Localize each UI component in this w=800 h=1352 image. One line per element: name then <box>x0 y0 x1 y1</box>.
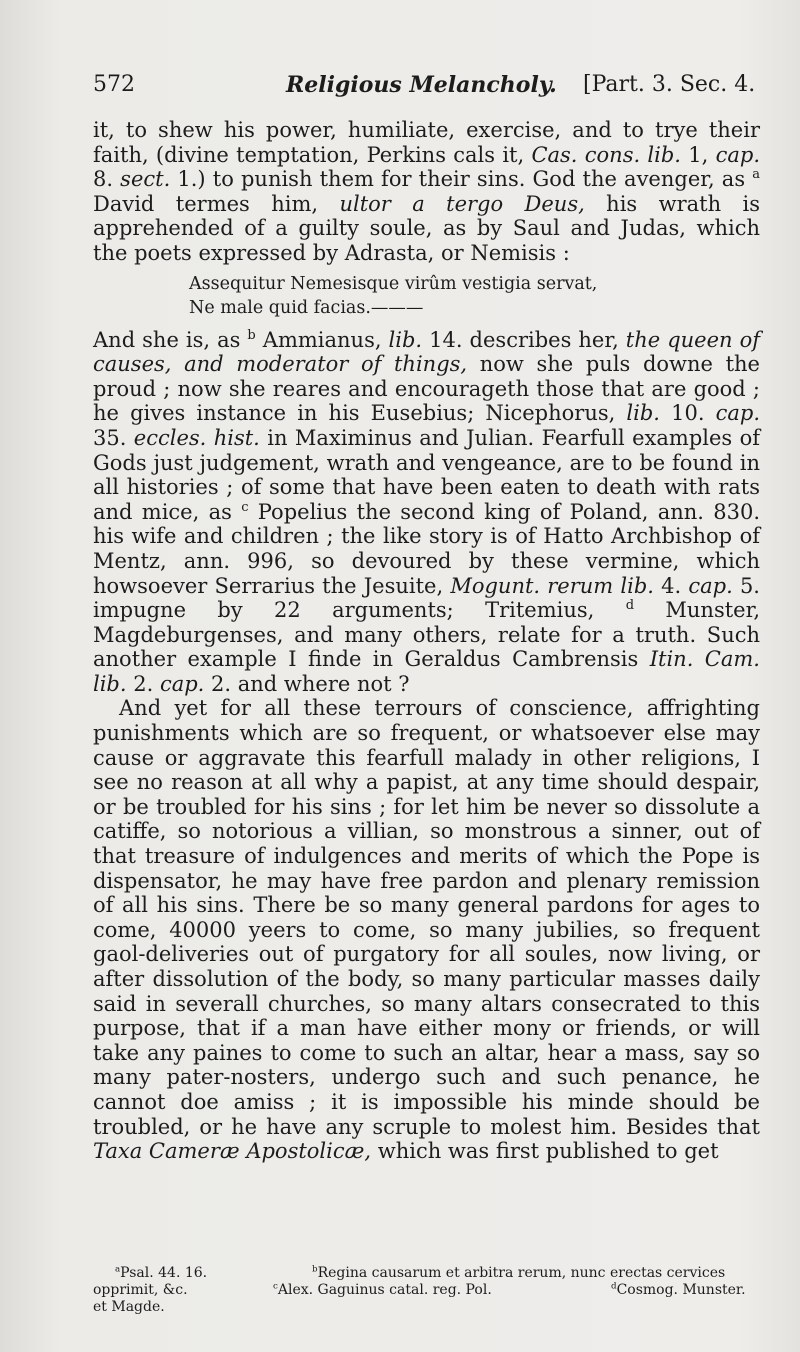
verse-line-1: Assequitur Nemesisque virûm vestigia servat, <box>189 273 598 294</box>
paragraph-1: it, to shew his power, humiliate, exercise, and to trye their faith, (divine temptation, Perkins cals it, Cas. cons. lib. 1, cap. 8. sect. 1.) to punish them for their sins. God the avenger, as $^a$ David termes him, ultor a tergo Deus, his wrath is apprehended of a guilty soule, as by Saul and Judas, which the poets expressed by Adrasta, or Nemisis : <box>93 118 760 265</box>
verse-quotation <box>189 272 760 320</box>
footnote-b: $^b$Regina causarum et arbitra rerum, nunc erectas cervices <box>312 1264 726 1281</box>
footnote-d: $^d$Cosmog. Munster. <box>611 1281 746 1298</box>
footnote-row-3 <box>93 1299 760 1316</box>
main-text <box>93 118 760 1164</box>
footnote-row-2 <box>93 1282 760 1299</box>
paragraph-3: And yet for all these terrours of conscience, affrighting punishments which are so frequent, or whatsoever else may cause or aggravate this fearfull malady in other religions, I see no reason at all why a papist, at any time should despair, or be troubled for his sins ; for let him be never so dissolute a catiffe, so notorious a villian, so monstrous a sinner, out of that treasure of indulgences and merits of which the Pope is dispensator, he may have free pardon and plenary remission of all his sins. There be so many general pardons for ages to come, 40000 yeers to come, so many jubilies, so frequent gaol-deliveries out of purgatory for all soules, now living, or after dissolution of the body, so many particular masses daily said in severall churches, so many altars consecrated to this purpose, that if a man have either mony or friends, or will take any paines to come to such an altar, hear a mass, say so many pater-nosters, undergo such and such penance, he cannot doe amiss ; it is impossible his minde should be troubled, or he have any scruple to molest him. Besides that Taxa Cameræ Apostolicæ, which was first published to get <box>93 696 760 1164</box>
footnote-c: $^c$Alex. Gaguinus catal. reg. Pol. <box>273 1281 492 1298</box>
footnotes <box>93 1265 760 1316</box>
page-number: 572 <box>93 72 135 97</box>
running-title: Religious Melancholy. <box>286 72 557 98</box>
footnote-b-continuation: opprimit, &c. <box>93 1282 188 1298</box>
running-header <box>93 72 760 108</box>
section-reference: [Part. 3. Sec. 4. <box>583 72 756 97</box>
footnote-continuation: et Magde. <box>93 1299 165 1315</box>
footnote-ref-b: b <box>247 327 256 343</box>
footnote-ref-c: c <box>241 499 249 515</box>
paragraph-2: And she is, as $^b$ Ammianus, lib. 14. describes her, the queen of causes, and moderator of things, now she puls downe the proud ; now she reares and encourageth those that are good ; he gives instance in his Eusebius; Nicephorus, lib. 10. cap. 35. eccles. hist. in Maximinus and Julian. Fearfull examples of Gods just judgement, wrath and vengeance, are to be found in all histories ; of some that have been eaten to death with rats and mice, as $^c$ Popelius the second king of Poland, ann. 830. his wife and children ; the like story is of Hatto Archbishop of Mentz, ann. 996, so devoured by these vermine, which howsoever Serrarius the Jesuite, Mogunt. rerum lib. 4. cap. 5. impugne by 22 arguments; Tritemius, $^d$ Munster, Magdeburgenses, and many others, relate for a truth. Such another example I finde in Geraldus Cambrensis Itin. Cam. lib. 2. cap. 2. and where not ? <box>93 327 761 696</box>
footnote-a: $^a$Psal. 44. 16. <box>115 1264 208 1281</box>
verse-line-2: Ne male quid facias.——— <box>189 297 424 318</box>
footnote-ref-a: a <box>752 167 760 183</box>
footnote-row-1 <box>93 1265 760 1282</box>
footnote-ref-d: d <box>625 598 635 614</box>
